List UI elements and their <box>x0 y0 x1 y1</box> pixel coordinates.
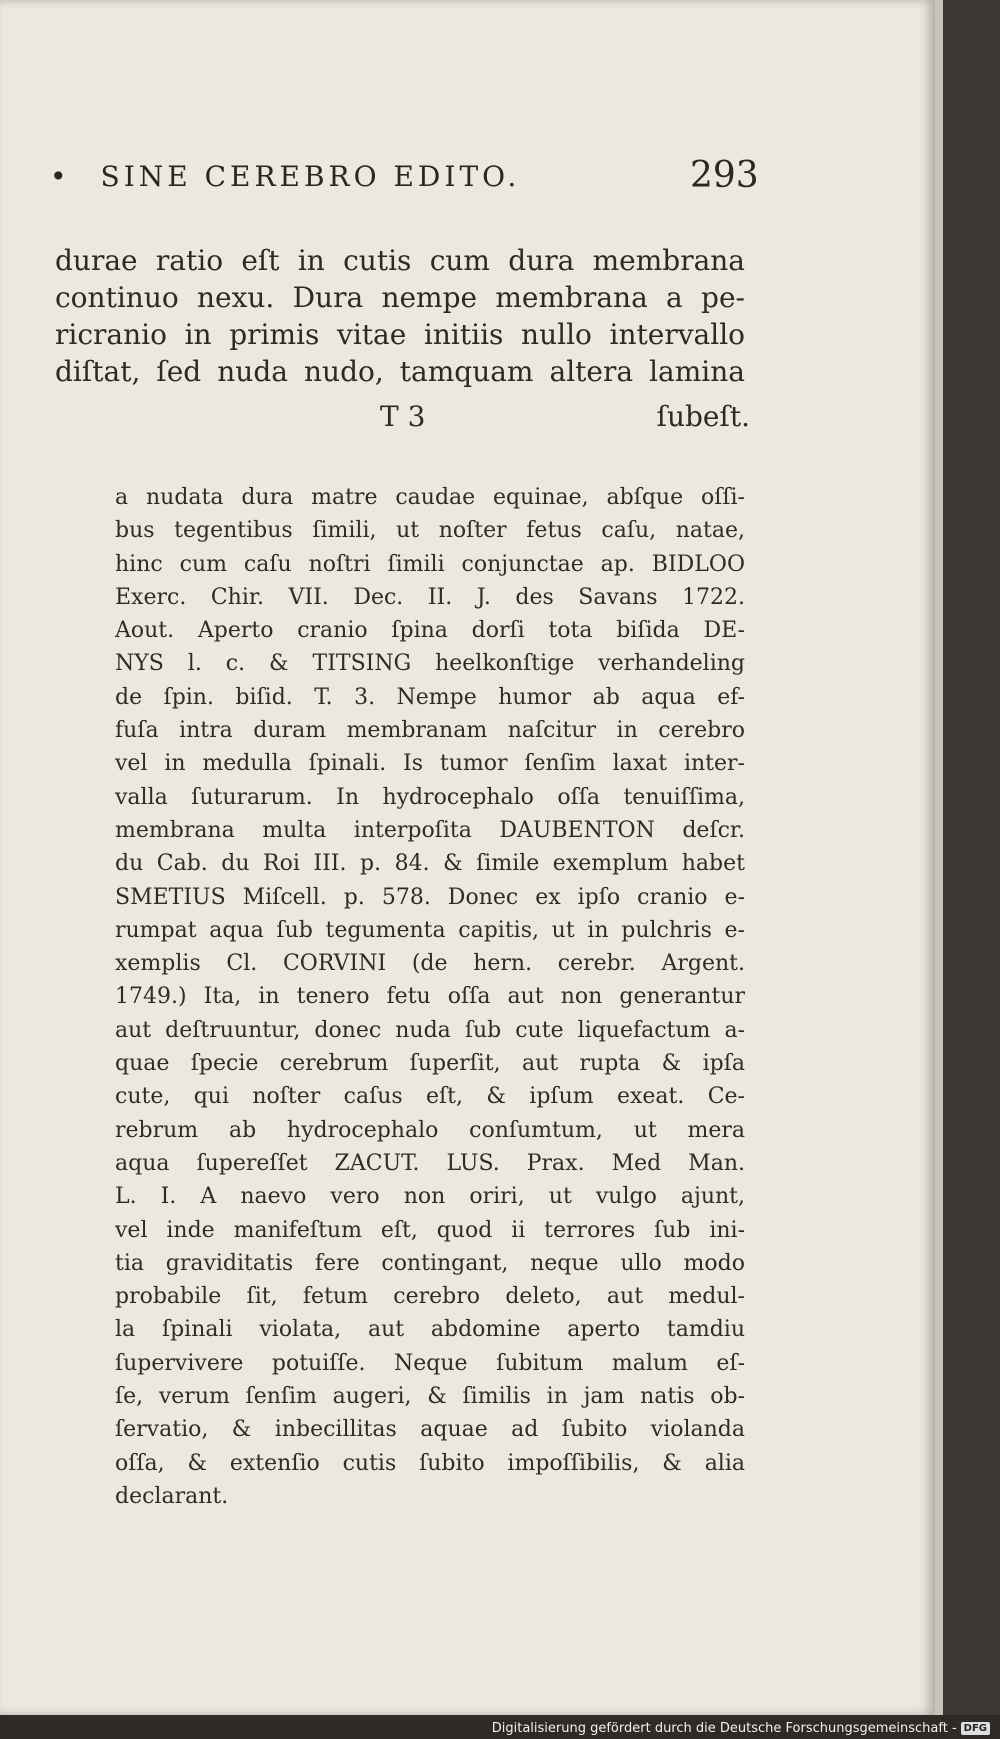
main-text-line: continuo nexu. Dura nempe membrana a pe- <box>55 281 745 314</box>
running-header <box>50 160 750 193</box>
footnote-line: xemplis Cl. CORVINI (de hern. cerebr. Argent. <box>115 951 745 977</box>
footnote-line: bus tegentibus ſimili, ut noſter fetus caſu, natae, <box>115 518 745 544</box>
dfg-logo-icon: DFG <box>961 1722 990 1735</box>
digitization-credit <box>492 1721 990 1736</box>
footnote-line: vel in medulla ſpinali. Is tumor ſenſim laxat inter- <box>115 751 745 777</box>
footnote-line: ſe, verum ſenſim augeri, & ſimilis in jam natis ob- <box>115 1384 745 1410</box>
header-bullet: • <box>50 160 71 193</box>
running-title: SINE CEREBRO EDITO. <box>100 160 521 193</box>
page-edge <box>935 0 943 1715</box>
signature-mark: T 3 <box>380 400 426 433</box>
footnote-line: du Cab. du Roi III. p. 84. & ſimile exemplum habet <box>115 851 745 877</box>
footnote-line: Exerc. Chir. VII. Dec. II. J. des Savans 1722. <box>115 584 745 610</box>
footnote-line: NYS l. c. & TITSING heelkonſtige verhandeling <box>115 651 745 677</box>
footnote-line: SMETIUS Miſcell. p. 578. Donec ex ipſo cranio e- <box>115 884 745 910</box>
signature-line <box>380 400 750 433</box>
main-text-line: durae ratio eſt in cutis cum dura membrana <box>55 244 745 277</box>
footnote-line: 1749.) Ita, in tenero fetu oſſa aut non generantur <box>115 984 745 1010</box>
footnote-line: declarant. <box>115 1483 229 1509</box>
footnote-line: rebrum ab hydrocephalo conſumtum, ut mera <box>115 1117 745 1143</box>
footnote-line: L. I. A naevo vero non oriri, ut vulgo ajunt, <box>115 1184 745 1210</box>
main-text-line: ricranio in primis vitae initiis nullo intervallo <box>55 318 745 351</box>
footnote-line: valla ſuturarum. In hydrocephalo oſſa tenuiſſima, <box>115 784 745 810</box>
footnote-line: cute, qui noſter caſus eſt, & ipſum exeat. Ce- <box>115 1084 745 1110</box>
footnote-line: aqua ſupereſſet ZACUT. LUS. Prax. Med Man. <box>115 1150 745 1176</box>
footnote-line: oſſa, & extenſio cutis ſubito impoſſibilis, & alia <box>115 1450 745 1476</box>
footnote-line: de ſpin. biſid. T. 3. Nempe humor ab aqua ef- <box>115 684 745 710</box>
footnote-line: la ſpinali violata, aut abdomine aperto tamdiu <box>115 1317 745 1343</box>
footnote-line: Aout. Aperto cranio ſpina dorſi tota biſida DE- <box>115 618 745 644</box>
main-text-line: diſtat, ſed nuda nudo, tamquam altera lamina <box>55 355 745 388</box>
footnote-line: aut deſtruuntur, donec nuda ſub cute liquefactum a- <box>115 1017 745 1043</box>
credit-text: Digitalisierung gefördert durch die Deutsche Forschungsgemeinschaft - <box>491 1721 957 1736</box>
catchword: ſubeſt. <box>656 400 750 433</box>
footnote-line: tia graviditatis fere contingant, neque ullo modo <box>115 1250 745 1276</box>
footnote-line: hinc cum caſu noſtri ſimili conjunctae ap. BIDLOO <box>115 551 745 577</box>
footnote-line: ſervatio, & inbecillitas aquae ad ſubito violanda <box>115 1417 745 1443</box>
footnote-line: vel inde manifeſtum eſt, quod ii terrores ſub ini- <box>115 1217 745 1243</box>
footnote-line: probabile ſit, fetum cerebro deleto, aut medul- <box>115 1284 745 1310</box>
main-text <box>55 242 745 390</box>
footnote-line: rumpat aqua ſub tegumenta capitis, ut in pulchris e- <box>115 917 745 943</box>
footer-strip <box>0 1715 1000 1739</box>
footnote-line: fuſa intra duram membranam naſcitur in cerebro <box>115 718 745 744</box>
footnote-line: ſupervivere potuiſſe. Neque ſubitum malum eſ- <box>115 1350 745 1376</box>
page-number: 293 <box>690 155 759 196</box>
footnote-line: a nudata dura matre caudae equinae, abſque oſſi- <box>115 485 745 510</box>
footnote <box>115 481 745 1513</box>
footnote-line: membrana multa interpoſita DAUBENTON deſcr. <box>115 817 745 843</box>
footnote-line: quae ſpecie cerebrum ſuperſit, aut rupta & ipſa <box>115 1051 745 1077</box>
